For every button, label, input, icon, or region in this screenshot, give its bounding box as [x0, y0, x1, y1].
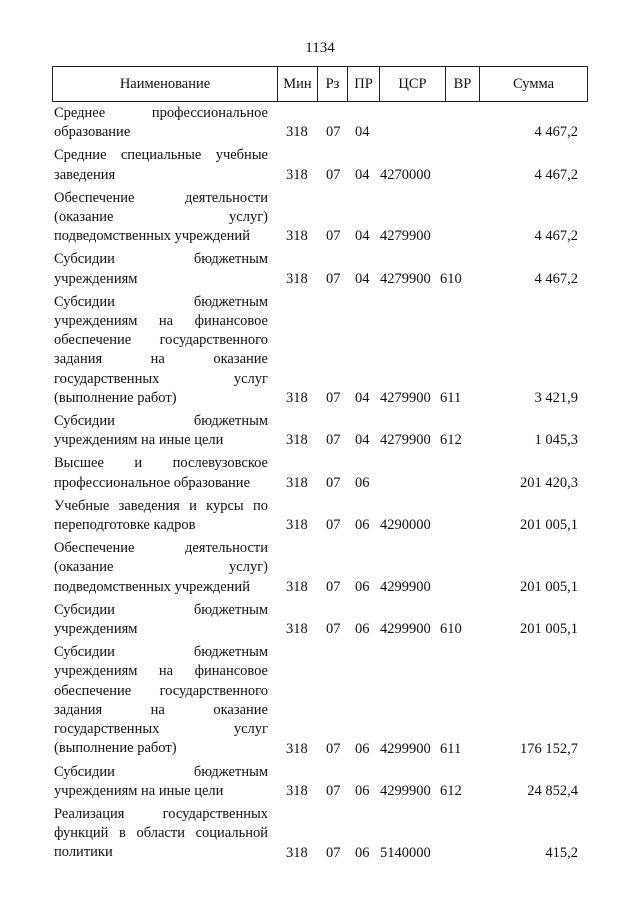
cell-sum: 24 852,4 — [527, 782, 578, 799]
row-name-line: (выполнение работ) — [54, 740, 177, 757]
row-name-line: Среднее профессиональное — [54, 105, 268, 121]
cell-rz: 07 — [326, 578, 341, 595]
cell-pr: 06 — [355, 517, 370, 534]
row-name-line: учреждениям на финансовое — [54, 313, 268, 330]
row-codes — [54, 740, 588, 759]
cell-min: 318 — [286, 578, 308, 595]
cell-sum: 201 005,1 — [520, 578, 578, 595]
row-codes — [54, 270, 588, 289]
cell-pr: 06 — [355, 782, 370, 799]
cell-vr: 610 — [440, 270, 462, 287]
cell-min: 318 — [286, 621, 308, 638]
table-body — [54, 104, 588, 867]
cell-csr: 4299900 — [380, 621, 431, 638]
cell-csr: 4299900 — [380, 578, 431, 595]
row-name-line: задания на оказание — [54, 351, 268, 368]
cell-pr: 04 — [355, 228, 370, 245]
row-codes — [54, 782, 588, 801]
cell-min: 318 — [286, 432, 308, 449]
cell-rz: 07 — [326, 474, 341, 491]
row-name-line: подведомственных учреждений — [54, 578, 250, 595]
cell-sum: 201 005,1 — [520, 517, 578, 534]
cell-pr: 06 — [355, 844, 370, 861]
cell-rz: 07 — [326, 228, 341, 245]
table-row — [54, 146, 588, 184]
cell-sum: 176 152,7 — [520, 740, 578, 757]
cell-pr: 04 — [355, 432, 370, 449]
header-csr: ЦСР — [380, 67, 446, 101]
row-name-line: обеспечение государственного — [54, 332, 268, 349]
row-name-line: функций в области социальной — [54, 825, 268, 842]
cell-pr: 04 — [355, 270, 370, 287]
row-name-line: обеспечение государственного — [54, 682, 268, 699]
row-name-line: Обеспечение деятельности — [54, 189, 268, 206]
row-name-line: задания на оказание — [54, 701, 268, 718]
cell-min: 318 — [286, 782, 308, 799]
row-name-line: образование — [54, 124, 131, 141]
row-name-line: государственных услуг — [54, 370, 268, 387]
row-name-line: переподготовке кадров — [54, 517, 196, 534]
cell-sum: 4 467,2 — [534, 166, 578, 183]
cell-pr: 06 — [355, 474, 370, 491]
cell-min: 318 — [286, 517, 308, 534]
cell-sum: 4 467,2 — [534, 270, 578, 287]
row-codes — [54, 620, 588, 639]
row-codes — [54, 123, 588, 142]
cell-sum: 201 005,1 — [520, 621, 578, 638]
cell-sum: 1 045,3 — [534, 432, 578, 449]
cell-min: 318 — [286, 270, 308, 287]
cell-vr: 612 — [440, 432, 462, 449]
cell-rz: 07 — [326, 844, 341, 861]
row-name-line: Высшее и послевузовское — [54, 455, 268, 472]
row-codes — [54, 389, 588, 408]
row-name-line: Субсидии бюджетным — [54, 251, 268, 268]
cell-min: 318 — [286, 390, 308, 407]
row-name-line: государственных услуг — [54, 721, 268, 738]
table-row — [54, 104, 588, 142]
cell-rz: 07 — [326, 740, 341, 757]
row-name-line: учреждениям на иные цели — [54, 782, 224, 799]
row-codes — [54, 227, 588, 246]
row-name-line: учреждениям на финансовое — [54, 663, 268, 680]
cell-pr: 04 — [355, 166, 370, 183]
row-name-line: учреждениям — [54, 621, 138, 638]
cell-rz: 07 — [326, 432, 341, 449]
cell-rz: 07 — [326, 517, 341, 534]
row-name-line: подведомственных учреждений — [54, 228, 250, 245]
cell-sum: 201 420,3 — [520, 474, 578, 491]
cell-sum: 3 421,9 — [534, 390, 578, 407]
row-name-line: учреждениям на иные цели — [54, 432, 224, 449]
row-name-line: Реализация государственных — [54, 805, 268, 822]
cell-rz: 07 — [326, 166, 341, 183]
cell-rz: 07 — [326, 782, 341, 799]
cell-min: 318 — [286, 844, 308, 861]
row-name-line: Обеспечение деятельности — [54, 540, 268, 557]
table-row — [54, 601, 588, 639]
cell-vr: 612 — [440, 782, 462, 799]
row-name-line: Субсидии бюджетным — [54, 644, 268, 661]
cell-pr: 04 — [355, 124, 370, 141]
row-codes — [54, 474, 588, 493]
row-codes — [54, 578, 588, 597]
header-vr: ВР — [446, 67, 480, 101]
cell-pr: 06 — [355, 578, 370, 595]
row-name-line: Субсидии бюджетным — [54, 601, 268, 618]
cell-min: 318 — [286, 166, 308, 183]
cell-rz: 07 — [326, 124, 341, 141]
header-min: Мин — [278, 67, 318, 101]
page-number: 1134 — [305, 40, 335, 56]
header-sum: Сумма — [512, 75, 555, 92]
cell-csr: 4299900 — [380, 782, 431, 799]
table-header — [52, 66, 588, 102]
cell-sum: 415,2 — [545, 844, 578, 861]
table-row — [54, 763, 588, 801]
row-name-line: политики — [54, 844, 113, 861]
table-row — [54, 250, 588, 288]
cell-csr: 4299900 — [380, 740, 431, 757]
cell-sum: 4 467,2 — [534, 228, 578, 245]
cell-csr: 4279900 — [380, 270, 431, 287]
cell-sum: 4 467,2 — [534, 124, 578, 141]
cell-vr: 611 — [440, 390, 462, 407]
cell-rz: 07 — [326, 621, 341, 638]
table-row — [54, 189, 588, 247]
cell-vr: 611 — [440, 740, 462, 757]
cell-rz: 07 — [326, 270, 341, 287]
row-name-line: Субсидии бюджетным — [54, 413, 268, 430]
cell-min: 318 — [286, 474, 308, 491]
table-row — [54, 454, 588, 492]
cell-csr: 4270000 — [380, 166, 431, 183]
row-name-line: учреждениям — [54, 270, 138, 287]
cell-min: 318 — [286, 740, 308, 757]
row-name-line: (выполнение работ) — [54, 389, 177, 406]
row-name-line: заведения — [54, 166, 116, 183]
row-codes — [54, 431, 588, 450]
cell-pr: 06 — [355, 621, 370, 638]
table-row — [54, 539, 588, 597]
header-pr: ПР — [348, 67, 380, 101]
cell-pr: 06 — [355, 740, 370, 757]
row-codes — [54, 844, 588, 863]
row-codes — [54, 516, 588, 535]
cell-csr: 4279900 — [380, 390, 431, 407]
header-name: Наименование — [53, 67, 278, 101]
row-name-line: (оказание услуг) — [54, 559, 268, 576]
row-name-line: Субсидии бюджетным — [54, 763, 268, 780]
cell-csr: 4279900 — [380, 432, 431, 449]
row-name-line: Учебные заведения и курсы по — [54, 497, 268, 514]
header-rz: Рз — [318, 67, 348, 101]
row-name-line: Субсидии бюджетным — [54, 293, 268, 310]
cell-pr: 04 — [355, 390, 370, 407]
cell-csr: 5140000 — [380, 844, 431, 861]
cell-csr: 4290000 — [380, 517, 431, 534]
table-row — [54, 805, 588, 863]
row-name-line: Средние специальные учебные — [54, 147, 268, 164]
table-row — [54, 643, 588, 758]
table-row — [54, 412, 588, 450]
cell-min: 318 — [286, 124, 308, 141]
row-name-line: профессиональное образование — [54, 474, 251, 491]
row-codes — [54, 166, 588, 185]
cell-csr: 4279900 — [380, 228, 431, 245]
cell-rz: 07 — [326, 390, 341, 407]
cell-vr: 610 — [440, 621, 462, 638]
table-row — [54, 497, 588, 535]
table-row — [54, 293, 588, 408]
row-name-line: (оказание услуг) — [54, 209, 268, 226]
cell-min: 318 — [286, 228, 308, 245]
